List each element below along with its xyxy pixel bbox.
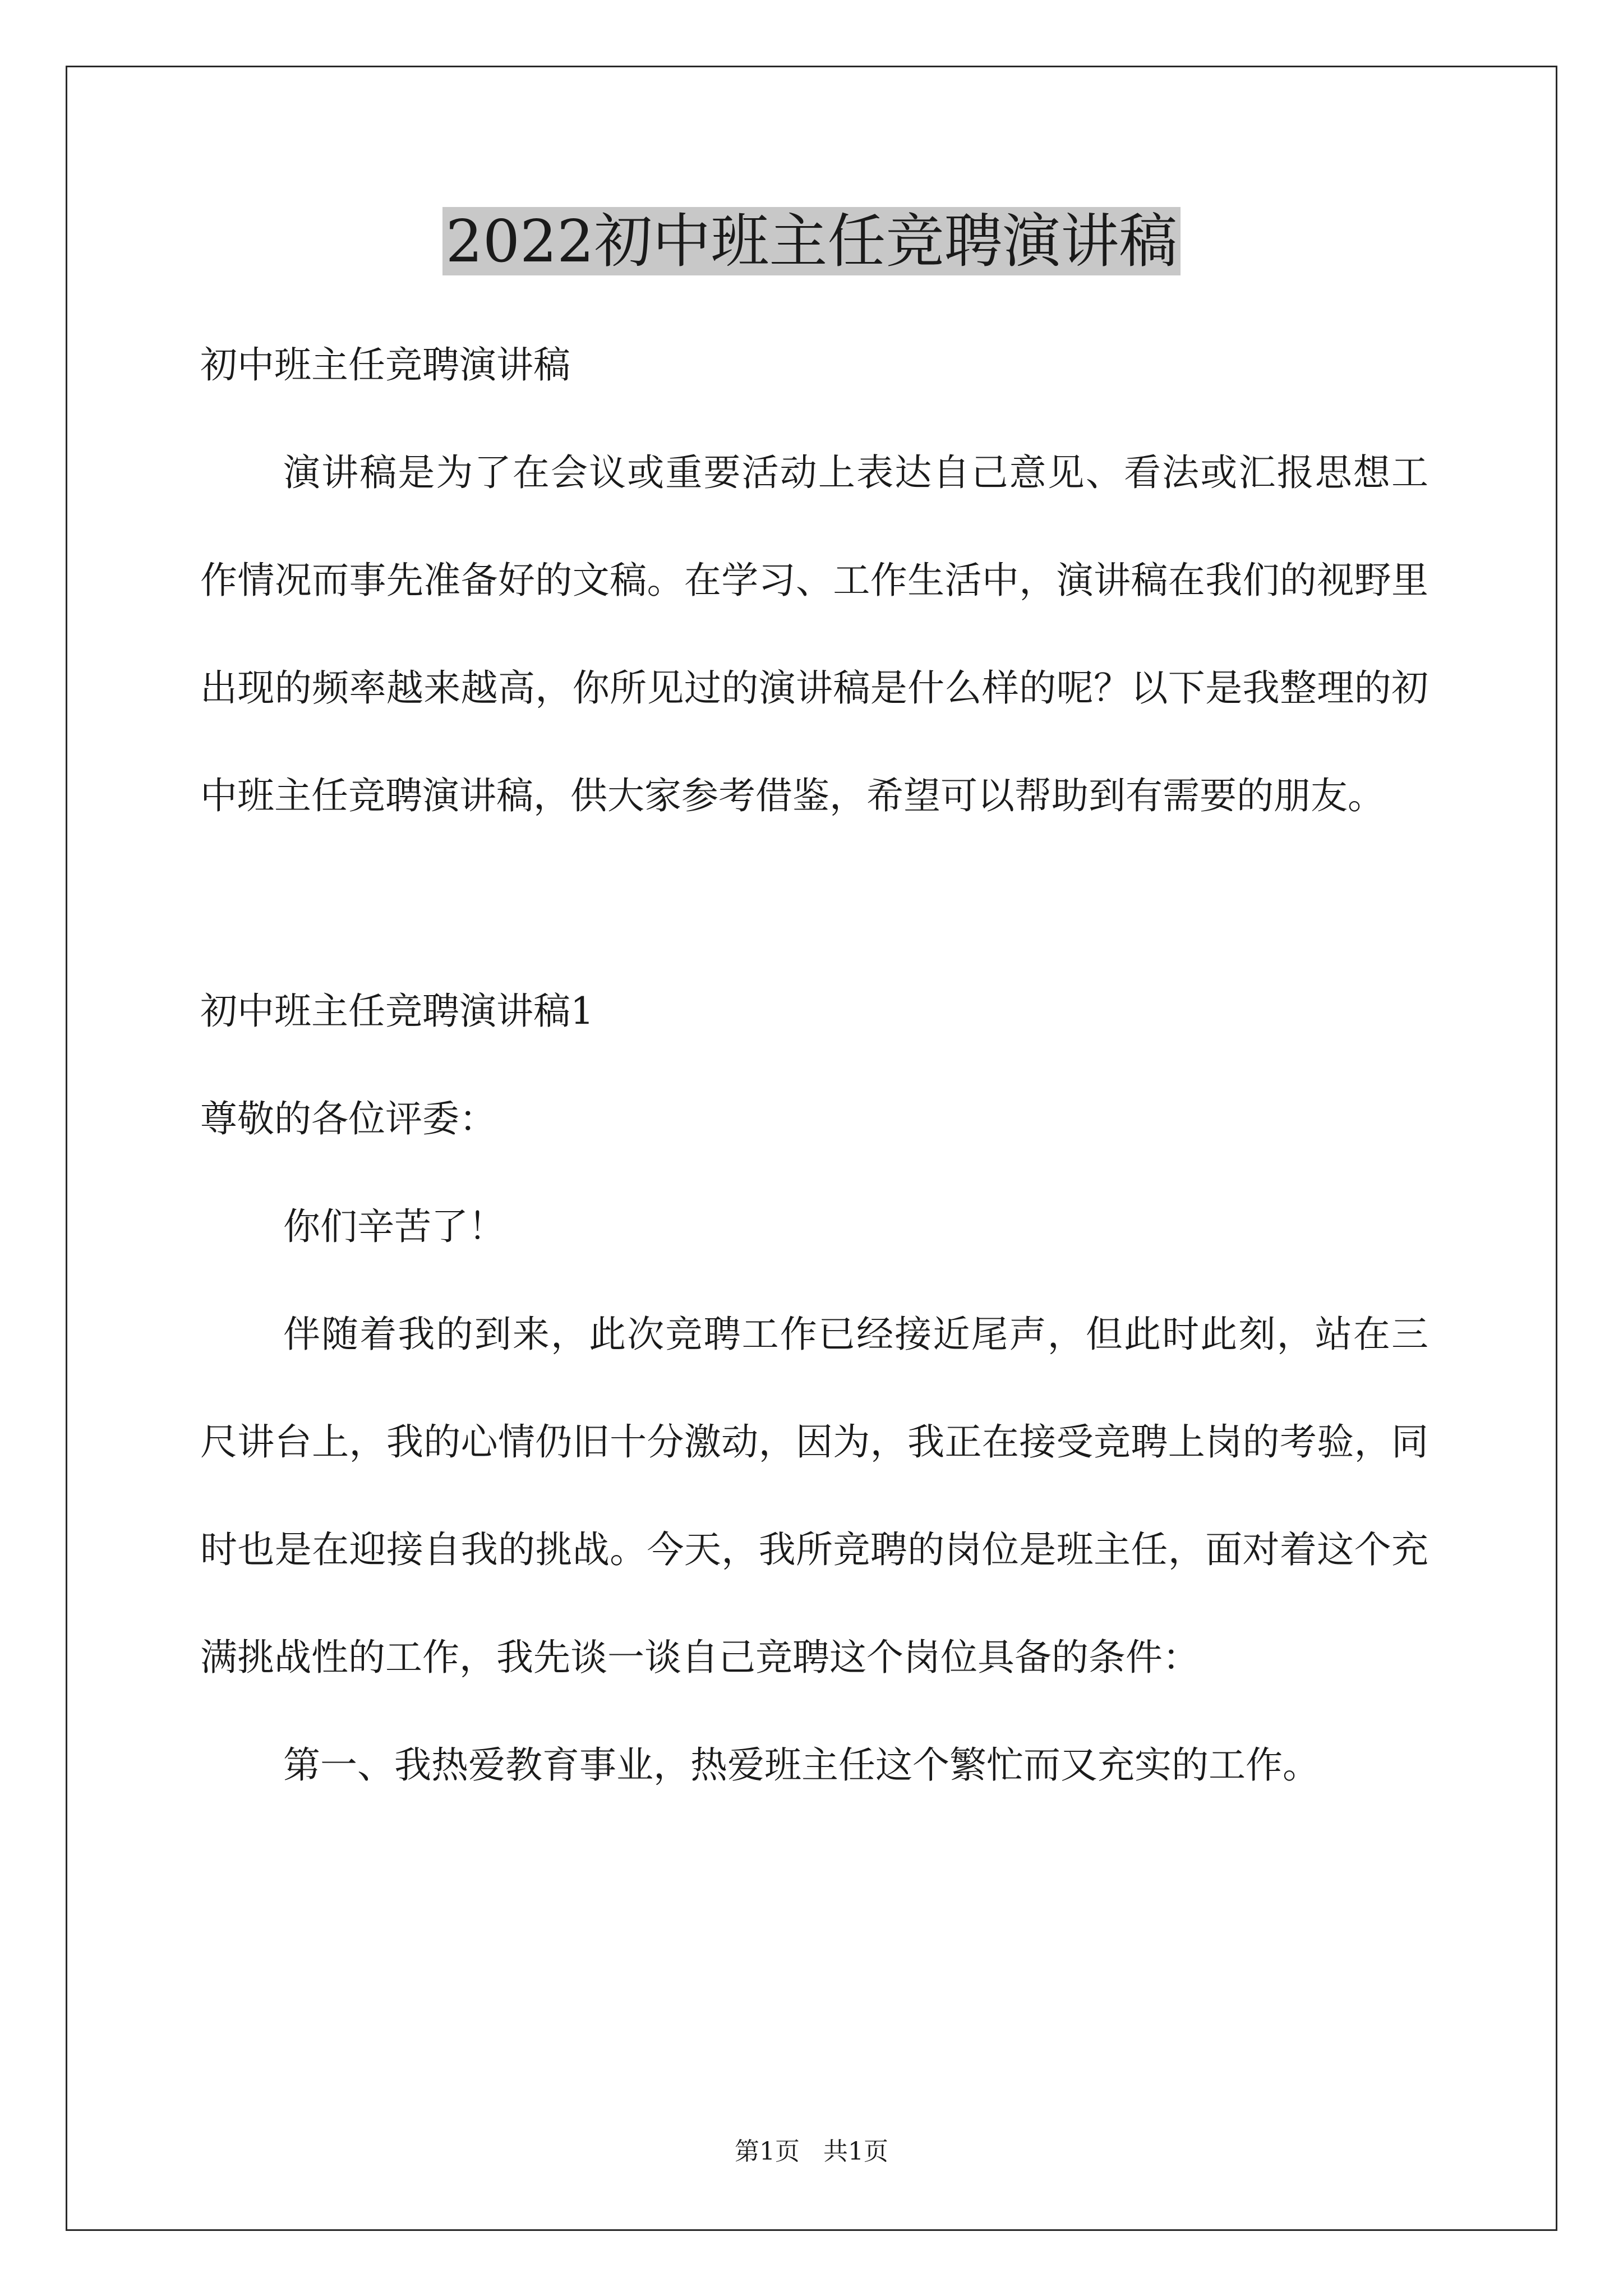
salutation: 尊敬的各位评委： (200, 1097, 496, 1140)
body-paragraph-2: 第一、我热爱教育事业，热爱班主任这个繁忙而又充实的工作。 (283, 1743, 1320, 1787)
page-footer (0, 2135, 1623, 2169)
document-title (0, 202, 1623, 280)
greeting: 你们辛苦了！ (283, 1205, 505, 1248)
document-heading: 初中班主任竞聘演讲稿 (200, 343, 570, 386)
blank-line (200, 850, 1428, 958)
intro-paragraph: 演讲稿是为了在会议或重要活动上表达自己意见、看法或汇报思想工作情况而事先准备好的文稿。在学习、工作生活中，演讲稿在我们的视野里出现的频率越来越高，你所见过的演讲稿是什么样的呢？以下是我整理的初中班主任竞聘演讲稿，供大家参考借鉴，希望可以帮助到有需要的朋友。 (200, 451, 1428, 817)
document-title-text: 2022初中班主任竞聘演讲稿 (442, 207, 1181, 275)
document-body (200, 311, 1428, 1819)
body-paragraph-1: 伴随着我的到来，此次竞聘工作已经接近尾声，但此时此刻，站在三尺讲台上，我的心情仍旧十分激动，因为，我正在接受竞聘上岗的考验，同时也是在迎接自我的挑战。今天，我所竞聘的岗位是班主任，面对着这个充满挑战性的工作，我先谈一谈自己竞聘这个岗位具备的条件： (200, 1313, 1428, 1679)
page-number: 第1页 共1页 (735, 2137, 888, 2166)
section-title: 初中班主任竞聘演讲稿1 (200, 990, 594, 1033)
